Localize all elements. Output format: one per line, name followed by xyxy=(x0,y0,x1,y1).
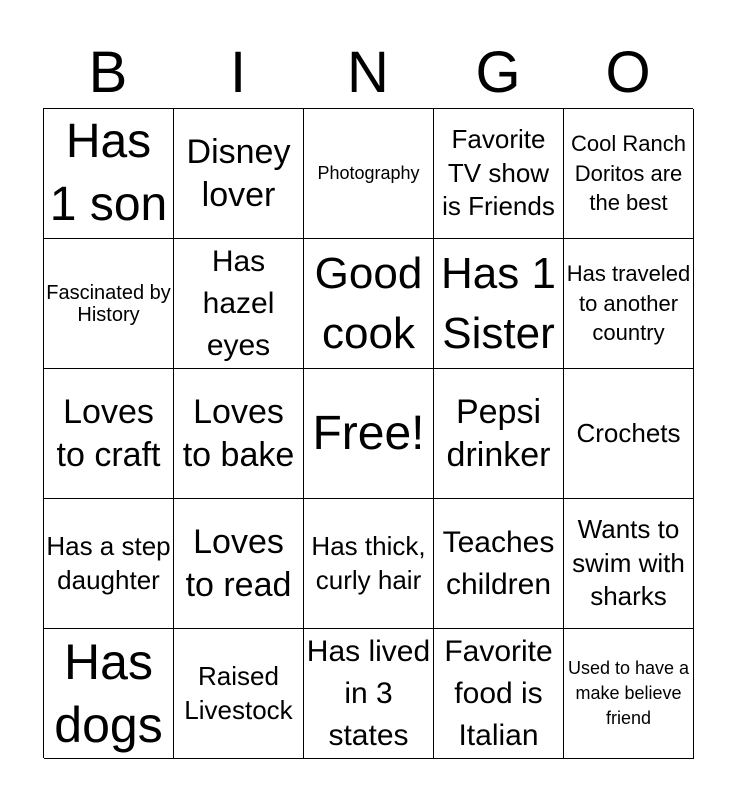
bingo-cell[interactable]: Cool Ranch Doritos are the best xyxy=(564,109,694,239)
header-letter-b: B xyxy=(88,40,128,105)
header-letter-o: O xyxy=(605,40,651,105)
bingo-cell[interactable]: Has dogs xyxy=(44,629,174,759)
bingo-cell[interactable]: Loves to read xyxy=(174,499,304,629)
bingo-cell[interactable]: Loves to craft xyxy=(44,369,174,499)
bingo-cell[interactable]: Photography xyxy=(304,109,434,239)
free-cell[interactable]: Free! xyxy=(304,369,434,499)
bingo-cell[interactable]: Has a step daughter xyxy=(44,499,174,629)
bingo-cell[interactable]: Pepsi drinker xyxy=(434,369,564,499)
bingo-cell[interactable]: Has lived in 3 states xyxy=(304,629,434,759)
header-letter-i: I xyxy=(229,40,247,105)
bingo-cell[interactable]: Wants to swim with sharks xyxy=(564,499,694,629)
bingo-cell[interactable]: Has traveled to another country xyxy=(564,239,694,369)
bingo-cell[interactable]: Crochets xyxy=(564,369,694,499)
bingo-cell[interactable]: Favorite food is Italian xyxy=(434,629,564,759)
bingo-cell[interactable]: Has hazel eyes xyxy=(174,239,304,369)
bingo-cell[interactable]: Loves to bake xyxy=(174,369,304,499)
bingo-cell[interactable]: Disney lover xyxy=(174,109,304,239)
bingo-grid xyxy=(43,108,693,758)
bingo-cell[interactable]: Fascinated by History xyxy=(44,239,174,369)
header-letter-g: G xyxy=(475,40,521,105)
bingo-cell[interactable]: Has 1 son xyxy=(44,109,174,239)
bingo-cell[interactable]: Used to have a make believe friend xyxy=(564,629,694,759)
bingo-cell[interactable]: Raised Livestock xyxy=(174,629,304,759)
bingo-cell[interactable]: Teaches children xyxy=(434,499,564,629)
bingo-cell[interactable]: Has thick, curly hair xyxy=(304,499,434,629)
bingo-cell[interactable]: Good cook xyxy=(304,239,434,369)
bingo-cell[interactable]: Favorite TV show is Friends xyxy=(434,109,564,239)
bingo-cell[interactable]: Has 1 Sister xyxy=(434,239,564,369)
header-letter-n: N xyxy=(347,40,389,105)
bingo-header xyxy=(43,40,693,106)
